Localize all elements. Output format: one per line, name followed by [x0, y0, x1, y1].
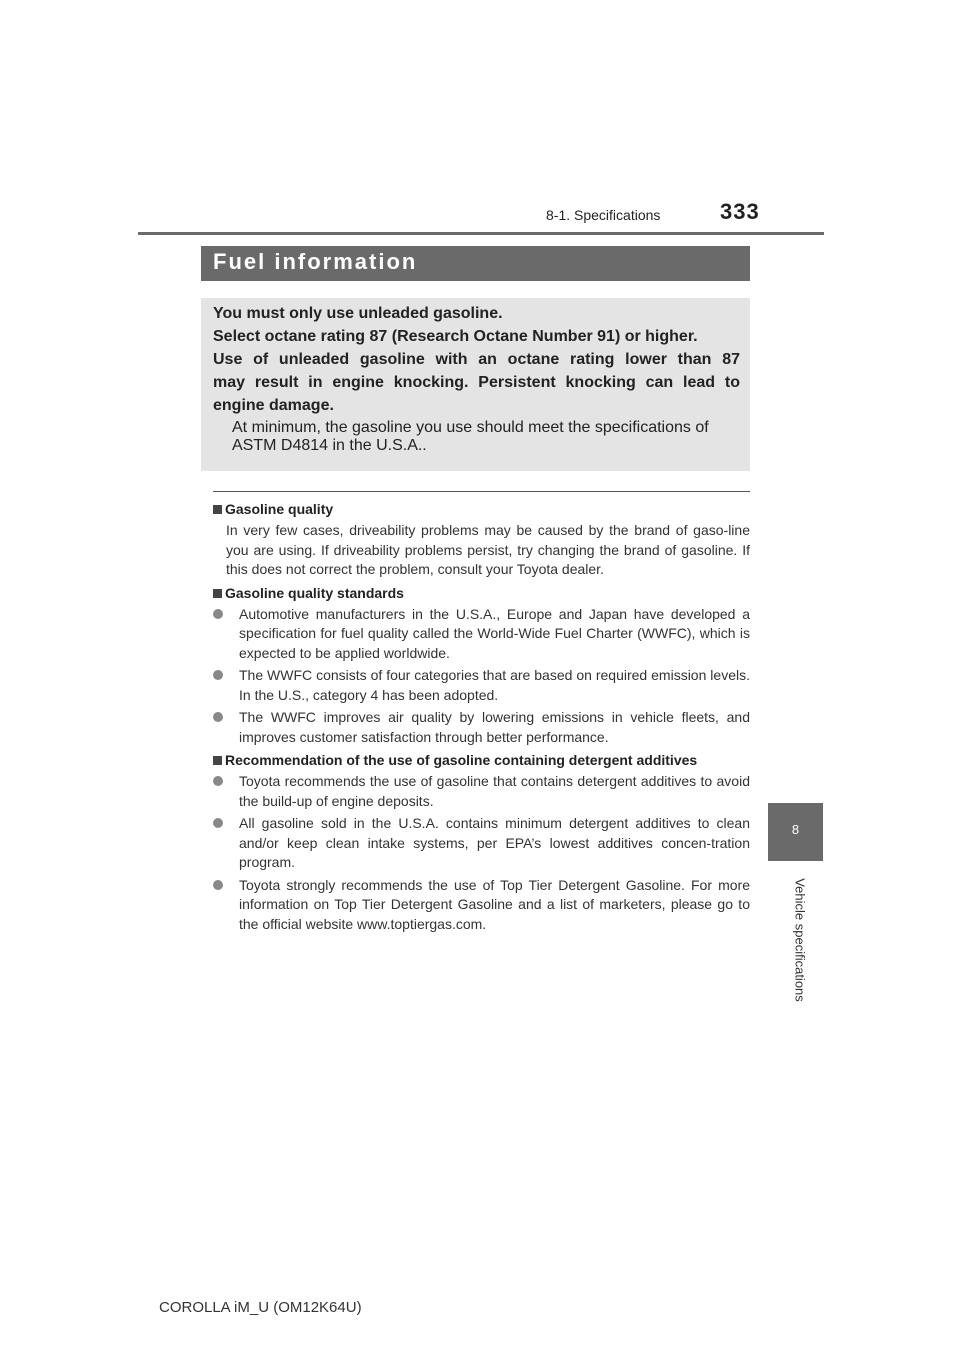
- circle-bullet-icon: [213, 880, 223, 890]
- note-line: may result in engine knocking. Persistent knocking can lead to: [213, 374, 740, 391]
- note-bold-text: [213, 302, 740, 417]
- list-item: [213, 772, 750, 811]
- list-item: [213, 814, 750, 873]
- section-heading-text: Gasoline quality: [225, 501, 334, 517]
- circle-bullet-icon: [213, 776, 223, 786]
- page-title: Fuel information: [213, 249, 418, 274]
- section-heading: [213, 750, 750, 770]
- list-item-text: Automotive manufacturers in the U.S.A., Europe and Japan have developed a specification for fuel quality called the World-Wide Fuel Charter (WWFC), which is expected to be applied worldwide.: [239, 605, 750, 661]
- footer-model-code: COROLLA iM_U (OM12K64U): [159, 1299, 362, 1316]
- section-heading-text: Recommendation of the use of gasoline containing detergent additives: [225, 752, 698, 768]
- title-bar: [201, 246, 750, 281]
- header-rule: [138, 232, 824, 235]
- note-line: Use of unleaded gasoline with an octane rating lower than 87: [213, 351, 740, 368]
- note-box: [201, 298, 750, 471]
- content: [213, 499, 750, 937]
- chapter-label-wrap: [790, 870, 810, 1010]
- square-bullet-icon: [213, 589, 222, 598]
- header-section: 8-1. Specifications: [546, 207, 661, 223]
- note-line: engine damage.: [213, 397, 334, 414]
- circle-bullet-icon: [213, 712, 223, 722]
- chapter-tab: [768, 803, 823, 861]
- list-item-text: Toyota strongly recommends the use of Top Tier Detergent Gasoline. For more information on Top Tier Detergent Gasoline and a list of marketers, please go to the official website www.toptiergas.com.: [239, 876, 750, 932]
- list-item: [213, 708, 750, 747]
- section-divider: [213, 491, 750, 492]
- list-item: [213, 876, 750, 935]
- note-line: Select octane rating 87 (Research Octane Number 91) or higher.: [213, 328, 698, 345]
- circle-bullet-icon: [213, 818, 223, 828]
- list-item: [213, 605, 750, 664]
- section-heading-text: Gasoline quality standards: [225, 584, 404, 601]
- square-bullet-icon: [213, 756, 222, 765]
- section-heading: [213, 499, 750, 519]
- circle-bullet-icon: [213, 670, 223, 680]
- chapter-label: Vehicle specifications: [792, 878, 808, 1002]
- list-item-text: The WWFC consists of four categories that are based on required emission levels. In the U.S., category 4 has been adopted.: [239, 667, 750, 703]
- chapter-number: 8: [791, 822, 800, 837]
- square-bullet-icon: [213, 505, 222, 514]
- list-item-text: All gasoline sold in the U.S.A. contains minimum detergent additives to clean and/or keep clean intake systems, per EPA’s lowest additives concen-tration program.: [239, 815, 750, 870]
- list-item-text: Toyota recommends the use of gasoline that contains detergent additives to avoid the build-up of engine deposits.: [239, 773, 750, 809]
- note-line: You must only use unleaded gasoline.: [213, 305, 503, 322]
- circle-bullet-icon: [213, 609, 223, 619]
- note-plain-text: At minimum, the gasoline you use should meet the specifications of ASTM D4814 in the U.S.A..: [232, 419, 709, 454]
- list-item: [213, 666, 750, 705]
- page-number: 333: [720, 199, 760, 224]
- section-heading: [213, 583, 750, 603]
- list-item-text: The WWFC improves air quality by lowering emissions in vehicle fleets, and improves customer satisfaction through better performance.: [239, 709, 750, 745]
- section-paragraph: In very few cases, driveability problems may be caused by the brand of gaso-line you are using. If driveability problems persist, try changing the brand of gasoline. If this does not correct the problem, consult your Toyota dealer.: [226, 522, 750, 577]
